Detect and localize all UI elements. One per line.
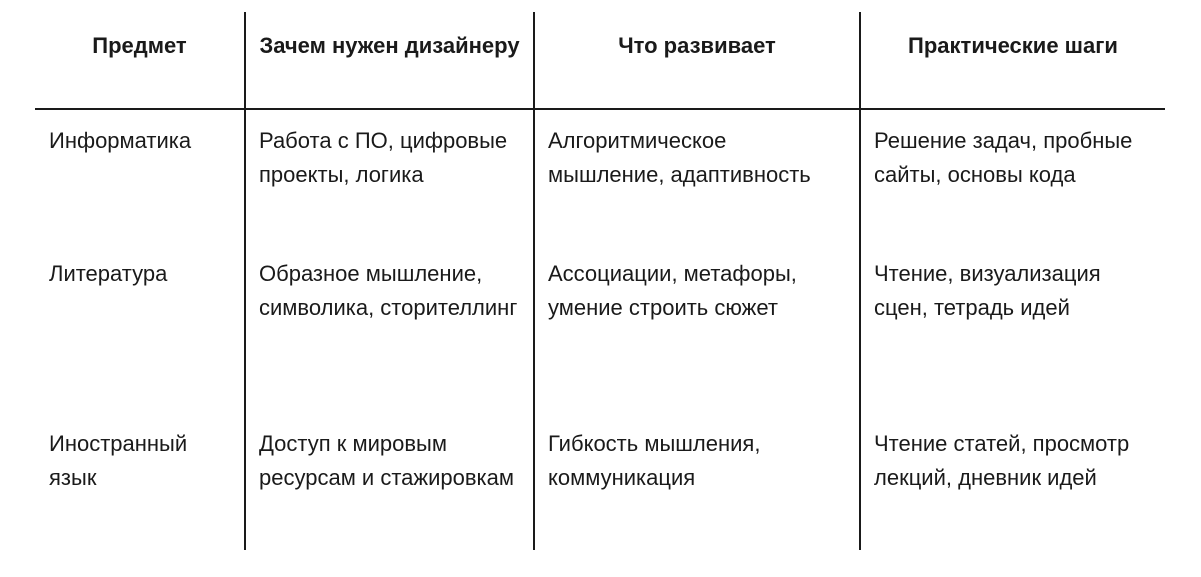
cell-what-develops: Ассоциации, метафоры, умение строить сюжет bbox=[534, 243, 860, 413]
cell-subject: Информатика bbox=[49, 128, 192, 153]
cell-practical-steps: Чтение статей, просмотр лекций, дневник идей bbox=[860, 413, 1165, 550]
header-why-needed: Зачем нужен дизайнеру bbox=[245, 12, 534, 109]
table-row bbox=[35, 413, 1165, 550]
comparison-table bbox=[35, 12, 1165, 550]
cell-subject: Литература bbox=[49, 261, 168, 286]
header-what-develops: Что развивает bbox=[534, 12, 860, 109]
cell-subject: Иностранный язык bbox=[49, 431, 188, 490]
cell-what-develops: Алгоритмическое мышление, адаптивность bbox=[534, 109, 860, 243]
cell-practical-steps: Чтение, визуализация сцен, тетрадь идей bbox=[860, 243, 1165, 413]
cell-why-needed: Образное мышление, символика, сторителлинг bbox=[245, 243, 534, 413]
header-practical-steps: Практические шаги bbox=[860, 12, 1165, 109]
header-subject: Предмет bbox=[35, 12, 245, 109]
table-header-row bbox=[35, 12, 1165, 109]
cell-why-needed: Работа с ПО, цифровые проекты, логика bbox=[245, 109, 534, 243]
cell-practical-steps: Решение задач, пробные сайты, основы кода bbox=[860, 109, 1165, 243]
cell-what-develops: Гибкость мышления, коммуникация bbox=[534, 413, 860, 550]
table-row bbox=[35, 109, 1165, 243]
comparison-table-container bbox=[35, 12, 1165, 550]
cell-why-needed: Доступ к мировым ресурсам и стажировкам bbox=[245, 413, 534, 550]
table-row bbox=[35, 243, 1165, 413]
